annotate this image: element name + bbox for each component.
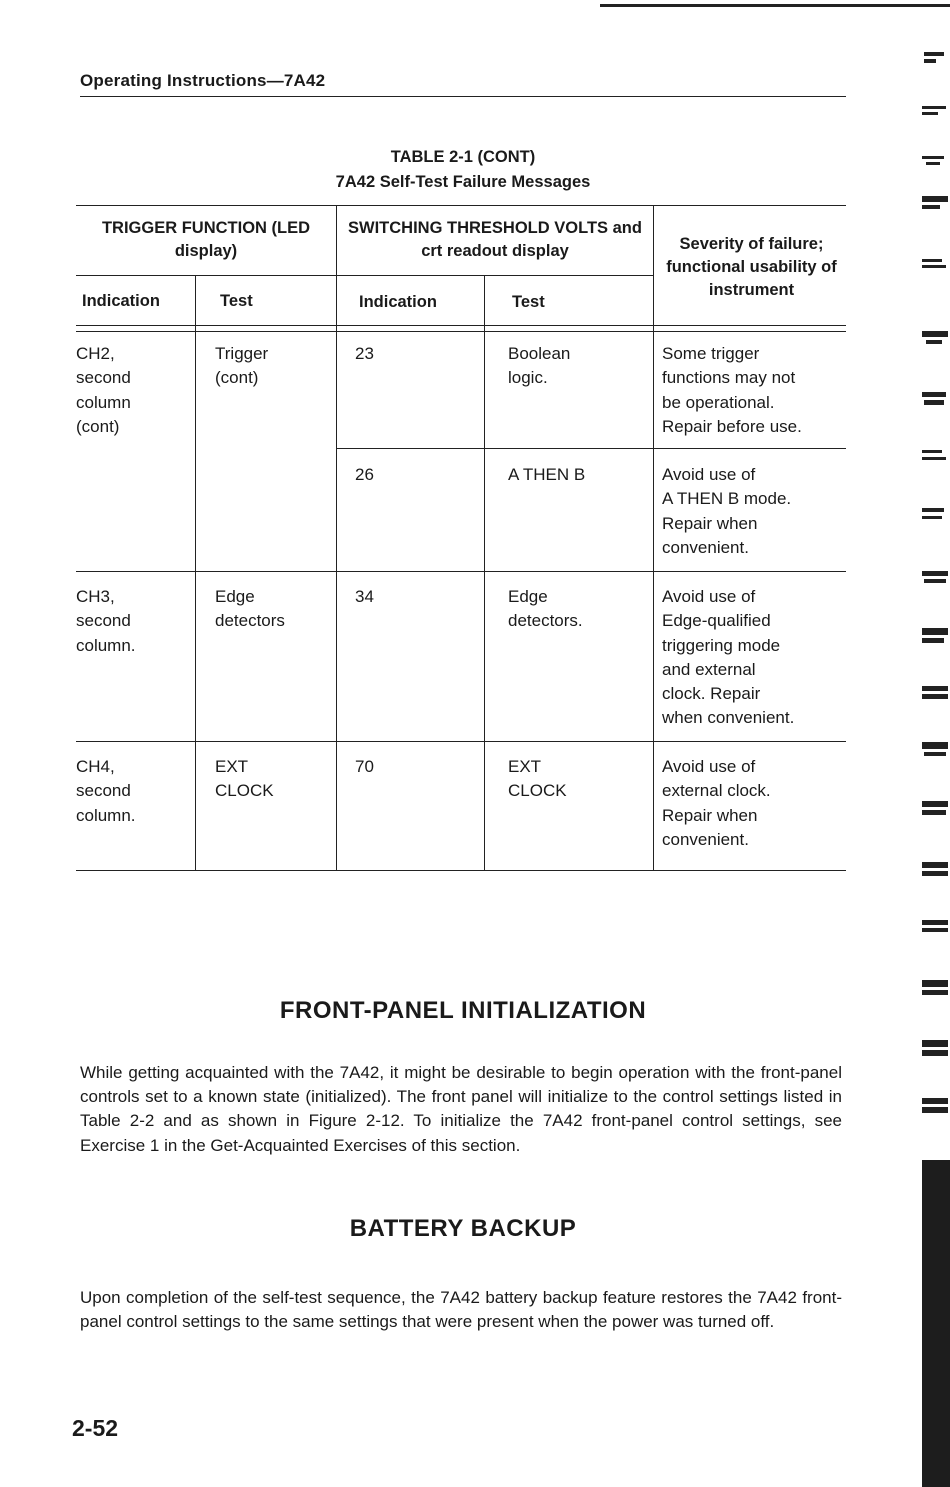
row1-led-test: Trigger (cont) xyxy=(215,344,269,388)
section-heading-battery-backup: BATTERY BACKUP xyxy=(349,1215,577,1242)
header-rule xyxy=(80,96,846,97)
header-subrule xyxy=(76,275,653,276)
col-rule-crt-test xyxy=(484,275,485,871)
header-bottom-rule-1 xyxy=(76,325,846,326)
row3-led-indication: CH3, second column. xyxy=(76,587,136,655)
col-rule-led-test xyxy=(195,275,196,871)
row3-severity: Avoid use of Edge-qualified triggering mode and external clock. Repair when convenient. xyxy=(662,587,795,728)
header-led-indication: Indication xyxy=(82,292,160,310)
table-caption-number: TABLE 2-1 (CONT) xyxy=(390,148,536,166)
header-crt-indication: Indication xyxy=(359,293,437,311)
row3-crt-test: Edge detectors. xyxy=(508,587,583,631)
header-switching-threshold: SWITCHING THRESHOLD VOLTS and crt readout display xyxy=(348,219,642,260)
table-caption-title: 7A42 Self-Test Failure Messages xyxy=(335,173,591,191)
row1-crt-indication: 23 xyxy=(355,344,374,363)
row4-crt-test: EXT CLOCK xyxy=(508,757,567,801)
table-top-rule xyxy=(76,205,846,206)
col-rule-severity xyxy=(653,205,654,871)
section-heading-front-panel-initialization: FRONT-PANEL INITIALIZATION xyxy=(279,997,647,1024)
row4-led-test: EXT CLOCK xyxy=(215,757,274,801)
row3-crt-indication: 34 xyxy=(355,587,374,606)
row4-severity: Avoid use of external clock. Repair when convenient. xyxy=(662,757,771,849)
col-rule-threshold xyxy=(336,205,337,871)
row2-crt-test: A THEN B xyxy=(508,465,586,484)
row4-crt-indication: 70 xyxy=(355,757,374,776)
row1-crt-test: Boolean logic. xyxy=(508,344,571,388)
row-rule-1 xyxy=(336,448,846,449)
header-bottom-rule-2 xyxy=(76,331,846,332)
header-crt-test: Test xyxy=(512,293,545,311)
section-body-front-panel-initialization: While getting acquainted with the 7A42, it might be desirable to begin operation with the front-panel controls set to a known state (initialized). The front panel will initialize to the control settings listed in Table 2-2 and as shown in Figure 2-12. To initialize the 7A42 front-panel control settings, see Exercise 1 in the Get-Acquainted Exercises of this section. xyxy=(80,1063,842,1155)
edge-shadow-bar xyxy=(922,1160,950,1487)
header-led-test: Test xyxy=(220,292,253,310)
header-severity: Severity of failure; functional usability of instrument xyxy=(666,235,837,299)
running-header: Operating Instructions—7A42 xyxy=(80,71,326,90)
row-rule-3 xyxy=(76,741,846,742)
top-edge-rule xyxy=(600,4,950,7)
row2-crt-indication: 26 xyxy=(355,465,374,484)
row1-severity: Some trigger functions may not be operational. Repair before use. xyxy=(662,344,802,436)
row3-led-test: Edge detectors xyxy=(215,587,285,631)
row2-severity: Avoid use of A THEN B mode. Repair when convenient. xyxy=(662,465,792,557)
self-test-failure-table xyxy=(76,205,846,871)
section-body-battery-backup: Upon completion of the self-test sequence, the 7A42 battery backup feature restores the 7A42 front-panel control settings to the same settings that were present when the power was turned off. xyxy=(80,1288,842,1332)
page-number: 2-52 xyxy=(72,1415,119,1441)
table-bottom-rule xyxy=(76,870,846,871)
row-rule-2 xyxy=(76,571,846,572)
row1-led-indication: CH2, second column (cont) xyxy=(76,344,131,436)
row4-led-indication: CH4, second column. xyxy=(76,757,136,825)
header-trigger-function: TRIGGER FUNCTION (LED display) xyxy=(101,219,311,260)
